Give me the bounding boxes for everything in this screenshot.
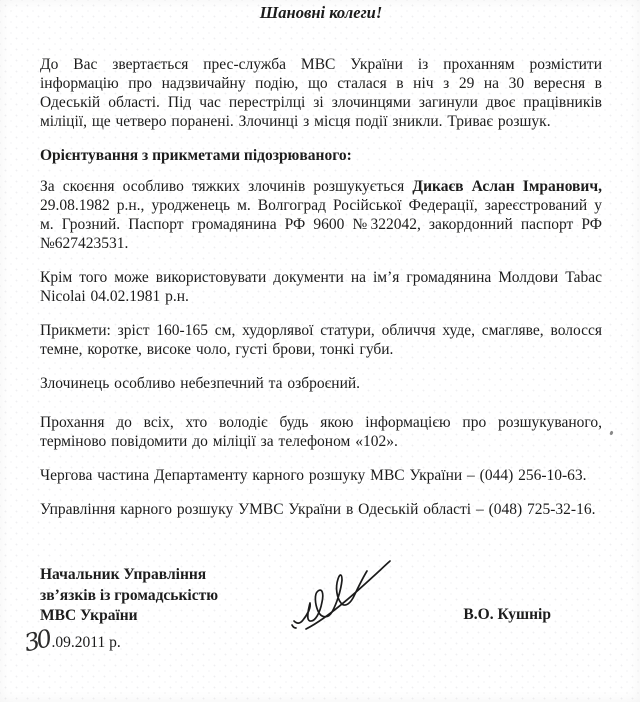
wanted-details-text: 29.08.1982 р.н., уродженець м. Волгоград Російської Федерації, зареєстрований у м. Грозний. Паспорт громадянина РФ 9600 №322042, закордонний паспорт РФ №627423531.: [40, 197, 602, 252]
contact-kyiv-paragraph: Чергова частина Департаменту карного розшуку МВС України – (044) 256-10-63.: [40, 467, 587, 484]
signoff-block: [21, 565, 602, 657]
scan-speck: [609, 431, 613, 436]
alias-paragraph: Крім того може використовувати документи на ім’я громадянина Молдови Tabac Nicolai 04.02.1981 р.н.: [40, 269, 602, 305]
wanted-paragraph: [40, 177, 602, 253]
danger-paragraph: Злочинець особливо небезпечний та озброєний.: [40, 375, 361, 392]
signer-title-line: МВС України: [40, 607, 138, 624]
salutation-heading: Шановні колеги!: [259, 3, 383, 22]
wanted-person-name: Дикаєв Аслан Імранович,: [412, 178, 602, 195]
signer-title-block: [21, 565, 280, 657]
description-paragraph: Прикмети: зріст 160-165 см, худорлявої статури, обличчя худе, смагляве, волосся темне, коротке, високе чоло, густі брови, тонкі губи.: [40, 322, 602, 358]
signer-title-line: Начальник Управління: [40, 566, 207, 583]
intro-paragraph: До Вас звертається прес-служба МВС України із проханням розмістити інформацію про надзвичайну подію, що сталася в ніч з 29 на 30 вересня в Одеській області. Під час перестрілці зі злочинцями загинули двоє працівників міліції, ще четверо поранені. Злочинці з місця події зникли. Триває розшук.: [40, 56, 602, 130]
date-printed: .09.2011 р.: [51, 633, 121, 651]
appeal-paragraph: Прохання до всіх, хто володіє будь якою інформацією про розшукуваного, терміново повідомити до міліції за телефоном «102».: [40, 414, 602, 450]
handwritten-day: 30: [21, 624, 52, 657]
signer-title-line: зв’язків із громадськістю: [40, 586, 219, 604]
orientation-heading: Орієнтування з прикметами підозрюваного:: [40, 147, 352, 164]
date-line: [21, 624, 280, 657]
signature-scribble: [290, 555, 415, 637]
wanted-lead-text: За скоєння особливо тяжких злочинів розшукується: [40, 178, 413, 195]
signer-name: В.О. Кушнір: [463, 606, 551, 623]
signature: [290, 555, 415, 637]
contact-odesa-paragraph: Управління карного розшуку УМВС України в Одеській області – (048) 725-32-16.: [40, 501, 596, 518]
